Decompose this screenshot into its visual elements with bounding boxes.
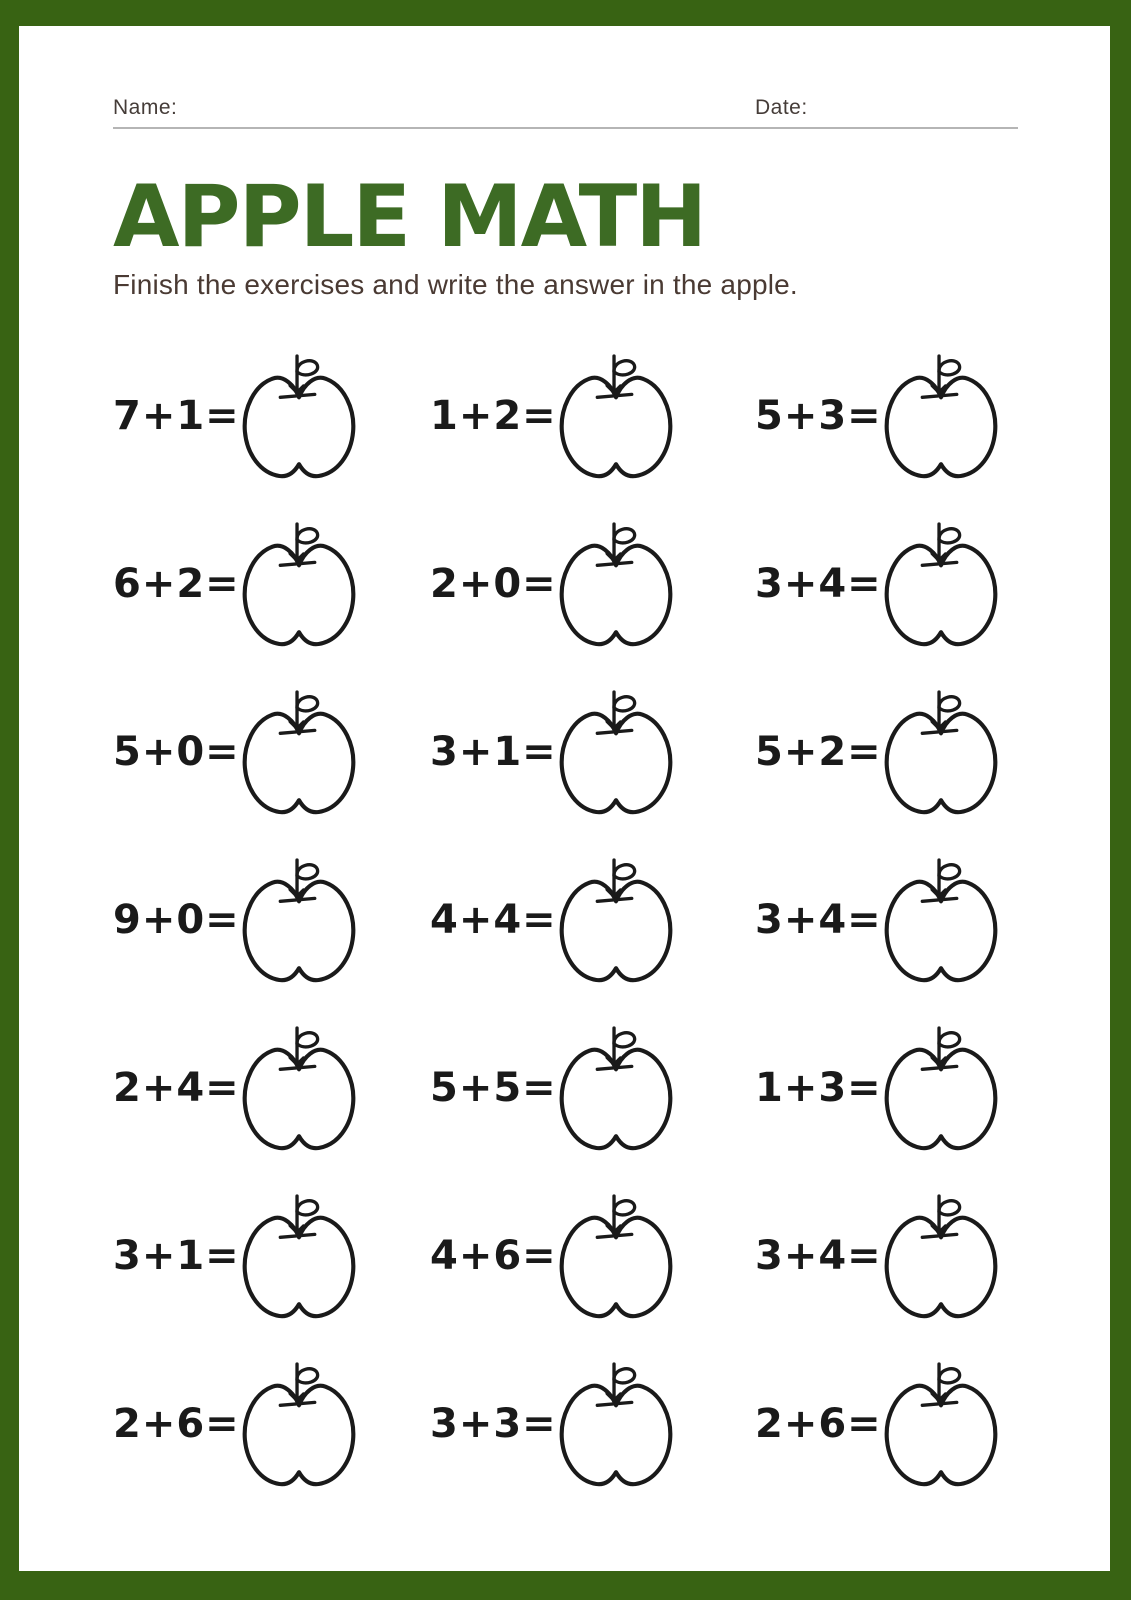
apple-outline-icon bbox=[882, 1359, 1000, 1489]
apple-leaf-curl-icon bbox=[614, 1201, 635, 1215]
problem-cell bbox=[755, 351, 1110, 519]
apple-outline-icon bbox=[557, 1359, 675, 1489]
apple-leaf-curl-icon bbox=[939, 1369, 960, 1383]
equation-text: 1+3= bbox=[755, 1065, 882, 1112]
apple-leaf-curl-icon bbox=[614, 361, 635, 375]
apple-leaf-curl-icon bbox=[297, 1201, 318, 1215]
apple-stem-bar bbox=[280, 899, 314, 902]
apple-outline-icon bbox=[882, 687, 1000, 817]
apple-leaf-curl-icon bbox=[614, 1033, 635, 1047]
apple-outline-icon bbox=[557, 855, 675, 985]
problem-cell bbox=[113, 1191, 430, 1359]
apple-stem-bar bbox=[280, 1235, 314, 1238]
apple-stem-bar bbox=[597, 1403, 631, 1406]
apple-outline-icon bbox=[557, 519, 675, 649]
equation-text: 5+0= bbox=[113, 729, 240, 776]
apple-stem-bar bbox=[922, 1067, 956, 1070]
equation-text: 4+6= bbox=[430, 1233, 557, 1280]
worksheet-content bbox=[19, 26, 1110, 1527]
apple-leaf-curl-icon bbox=[939, 361, 960, 375]
problem-cell bbox=[430, 687, 755, 855]
apple-leaf-curl-icon bbox=[939, 1033, 960, 1047]
apple-outline-icon bbox=[240, 1359, 358, 1489]
apple-leaf-curl-icon bbox=[297, 697, 318, 711]
apple-outline-icon bbox=[240, 351, 358, 481]
apple-outline-icon bbox=[240, 687, 358, 817]
apple-stem-bar bbox=[280, 1067, 314, 1070]
apple-outline-icon bbox=[882, 351, 1000, 481]
date-label: Date: bbox=[755, 96, 808, 119]
problems-grid bbox=[113, 351, 1110, 1527]
apple-leaf-curl-icon bbox=[939, 1201, 960, 1215]
apple-stem-bar bbox=[597, 395, 631, 398]
problem-cell bbox=[430, 1191, 755, 1359]
problem-cell bbox=[755, 1359, 1110, 1527]
apple-stem-bar bbox=[280, 563, 314, 566]
apple-stem-bar bbox=[922, 899, 956, 902]
apple-outline-icon bbox=[240, 519, 358, 649]
problem-cell bbox=[113, 519, 430, 687]
equation-text: 2+6= bbox=[755, 1401, 882, 1448]
equation-text: 1+2= bbox=[430, 393, 557, 440]
equation-text: 9+0= bbox=[113, 897, 240, 944]
apple-outline-icon bbox=[882, 519, 1000, 649]
equation-text: 3+4= bbox=[755, 1233, 882, 1280]
apple-leaf-curl-icon bbox=[297, 865, 318, 879]
apple-stem-bar bbox=[597, 563, 631, 566]
apple-outline-icon bbox=[882, 1023, 1000, 1153]
problem-cell bbox=[430, 1023, 755, 1191]
equation-text: 7+1= bbox=[113, 393, 240, 440]
apple-leaf-curl-icon bbox=[297, 1369, 318, 1383]
apple-leaf-curl-icon bbox=[614, 865, 635, 879]
equation-text: 2+0= bbox=[430, 561, 557, 608]
problem-cell bbox=[430, 1359, 755, 1527]
equation-text: 2+6= bbox=[113, 1401, 240, 1448]
equation-text: 6+2= bbox=[113, 561, 240, 608]
problem-cell bbox=[755, 519, 1110, 687]
equation-text: 5+5= bbox=[430, 1065, 557, 1112]
apple-stem-bar bbox=[597, 899, 631, 902]
apple-stem-bar bbox=[280, 1403, 314, 1406]
problem-cell bbox=[113, 351, 430, 519]
apple-leaf-curl-icon bbox=[939, 529, 960, 543]
equation-text: 3+1= bbox=[430, 729, 557, 776]
apple-leaf-curl-icon bbox=[614, 529, 635, 543]
apple-stem-bar bbox=[922, 731, 956, 734]
problem-cell bbox=[430, 519, 755, 687]
apple-leaf-curl-icon bbox=[297, 529, 318, 543]
apple-stem-bar bbox=[922, 1403, 956, 1406]
apple-stem-bar bbox=[280, 395, 314, 398]
apple-stem-bar bbox=[922, 1235, 956, 1238]
apple-stem-bar bbox=[922, 395, 956, 398]
apple-leaf-curl-icon bbox=[939, 865, 960, 879]
apple-outline-icon bbox=[557, 1023, 675, 1153]
problem-cell bbox=[113, 687, 430, 855]
name-date-line bbox=[113, 127, 1018, 129]
equation-text: 2+4= bbox=[113, 1065, 240, 1112]
problem-cell bbox=[755, 1191, 1110, 1359]
problem-cell bbox=[113, 1023, 430, 1191]
apple-leaf-curl-icon bbox=[297, 361, 318, 375]
apple-leaf-curl-icon bbox=[297, 1033, 318, 1047]
apple-outline-icon bbox=[882, 855, 1000, 985]
equation-text: 3+4= bbox=[755, 561, 882, 608]
apple-stem-bar bbox=[922, 563, 956, 566]
apple-outline-icon bbox=[557, 687, 675, 817]
apple-outline-icon bbox=[240, 1023, 358, 1153]
problem-cell bbox=[755, 687, 1110, 855]
apple-leaf-curl-icon bbox=[939, 697, 960, 711]
problem-cell bbox=[113, 1359, 430, 1527]
problem-cell bbox=[755, 1023, 1110, 1191]
apple-outline-icon bbox=[557, 351, 675, 481]
name-label: Name: bbox=[113, 96, 178, 119]
problem-cell bbox=[755, 855, 1110, 1023]
apple-stem-bar bbox=[597, 1067, 631, 1070]
equation-text: 3+1= bbox=[113, 1233, 240, 1280]
equation-text: 3+3= bbox=[430, 1401, 557, 1448]
apple-leaf-curl-icon bbox=[614, 697, 635, 711]
problem-cell bbox=[113, 855, 430, 1023]
problem-cell bbox=[430, 351, 755, 519]
apple-outline-icon bbox=[882, 1191, 1000, 1321]
apple-leaf-curl-icon bbox=[614, 1369, 635, 1383]
problem-cell bbox=[430, 855, 755, 1023]
page-title: APPLE MATH bbox=[113, 167, 706, 267]
equation-text: 5+3= bbox=[755, 393, 882, 440]
instructions-text: Finish the exercises and write the answer in the apple. bbox=[113, 269, 798, 301]
equation-text: 4+4= bbox=[430, 897, 557, 944]
apple-stem-bar bbox=[280, 731, 314, 734]
header bbox=[113, 96, 1018, 120]
equation-text: 3+4= bbox=[755, 897, 882, 944]
apple-stem-bar bbox=[597, 731, 631, 734]
equation-text: 5+2= bbox=[755, 729, 882, 776]
apple-outline-icon bbox=[240, 855, 358, 985]
apple-outline-icon bbox=[557, 1191, 675, 1321]
apple-outline-icon bbox=[240, 1191, 358, 1321]
apple-stem-bar bbox=[597, 1235, 631, 1238]
